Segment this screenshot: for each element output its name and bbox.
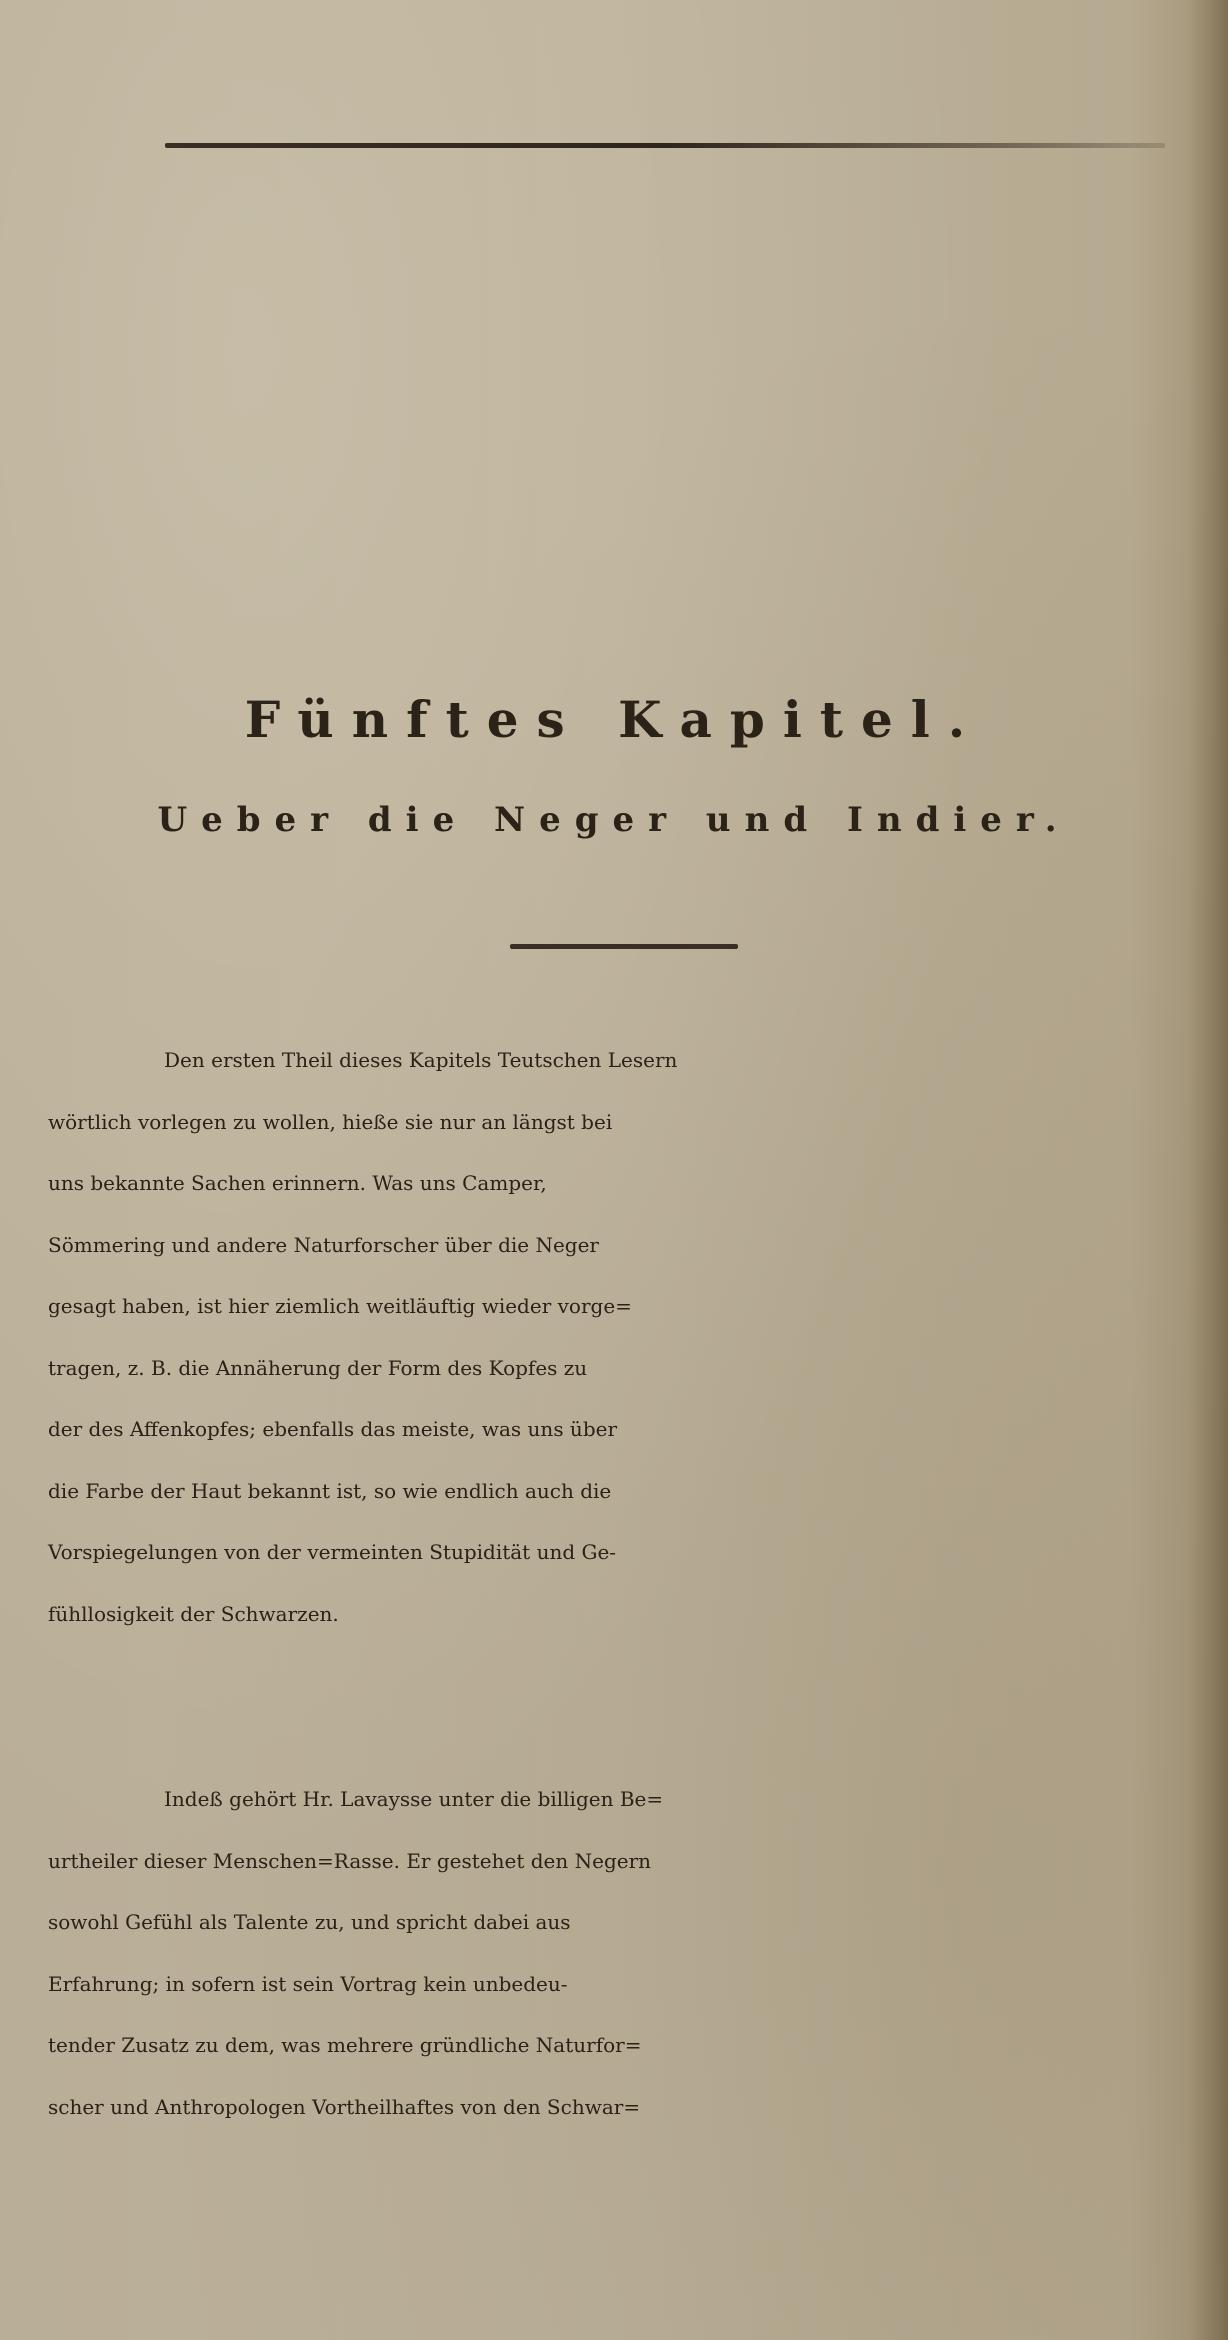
- paragraph-2: [48, 1769, 1228, 2138]
- text-line: wörtlich vorlegen zu wollen, hieße sie nur an längst bei: [48, 1109, 613, 1134]
- text-line: Vorspiegelungen von der vermeinten Stupidität und Ge-: [48, 1540, 617, 1564]
- text-line: Sömmering und andere Naturforscher über die Neger: [48, 1232, 599, 1257]
- text-line: fühllosigkeit der Schwarzen.: [48, 1601, 339, 1626]
- text-line: der des Affenkopfes; ebenfalls das meiste, was uns über: [48, 1417, 618, 1441]
- text-line: Erfahrung; in sofern ist sein Vortrag kein unbedeu-: [48, 1971, 568, 1996]
- paragraph-1: [48, 1030, 1228, 1645]
- top-rule: [165, 143, 1165, 148]
- text-line: sowohl Gefühl als Talente zu, und spricht dabei aus: [48, 1910, 571, 1934]
- text-line: urtheiler dieser Menschen=Rasse. Er gestehet den Negern: [48, 1848, 652, 1873]
- text-line: die Farbe der Haut bekannt ist, so wie endlich auch die: [48, 1478, 612, 1503]
- text-line: Den ersten Theil dieses Kapitels Teutschen Lesern: [164, 1048, 678, 1072]
- chapter-title: Fünftes Kapitel.: [244, 690, 984, 749]
- text-line: tender Zusatz zu dem, was mehrere gründliche Naturfor=: [48, 2033, 642, 2057]
- section-rule: [510, 944, 738, 949]
- text-line: tragen, z. B. die Annäherung der Form des Kopfes zu: [48, 1355, 588, 1380]
- chapter-subtitle: Ueber die Neger und Indier.: [157, 800, 1071, 840]
- text-line: gesagt haben, ist hier ziemlich weitläuftig wieder vorge=: [48, 1294, 632, 1318]
- text-line: scher und Anthropologen Vortheilhaftes von den Schwar=: [48, 2094, 641, 2119]
- text-line: Indeß gehört Hr. Lavaysse unter die billigen Be=: [164, 1787, 664, 1811]
- text-line: uns bekannte Sachen erinnern. Was uns Camper,: [48, 1171, 547, 1195]
